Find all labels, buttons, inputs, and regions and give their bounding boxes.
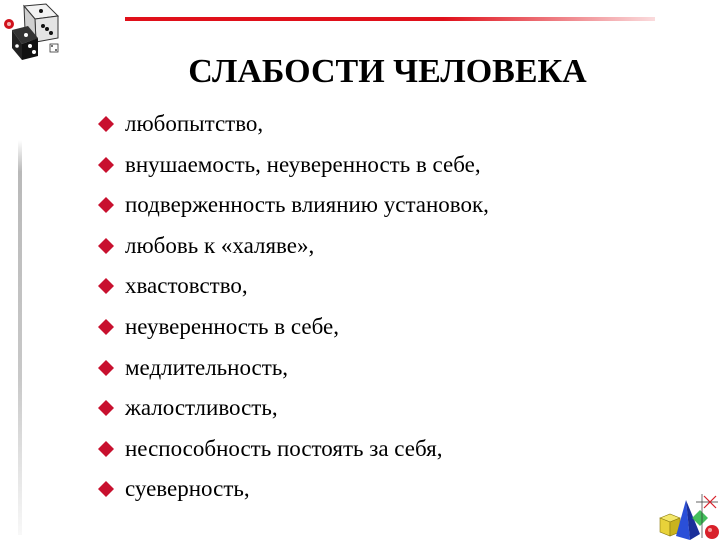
list-item-text: медлительность, xyxy=(125,354,289,380)
list-item-text: жалостливость, xyxy=(125,395,278,421)
list-item xyxy=(90,185,489,226)
list-item xyxy=(90,469,489,510)
diamond-bullet-icon xyxy=(98,278,114,294)
list-item xyxy=(90,348,489,389)
list-item-text: любовь к «халяве», xyxy=(125,232,315,258)
list-item xyxy=(90,145,489,186)
diamond-bullet-icon xyxy=(98,116,114,132)
list-item-text: суеверность, xyxy=(125,476,250,502)
list-item-text: неспособность постоять за себя, xyxy=(125,435,443,461)
left-decorative-line xyxy=(18,140,22,535)
diamond-bullet-icon xyxy=(98,360,114,376)
diamond-bullet-icon xyxy=(98,319,114,335)
list-item-text: подверженность влиянию установок, xyxy=(125,192,489,218)
list-item xyxy=(90,266,489,307)
top-decorative-line xyxy=(125,17,655,21)
diamond-bullet-icon xyxy=(98,197,114,213)
list-item xyxy=(90,226,489,267)
list-item-text: любопытство, xyxy=(125,111,264,136)
diamond-bullet-icon xyxy=(98,238,114,254)
diamond-bullet-icon xyxy=(98,441,114,457)
slide-title: СЛАБОСТИ ЧЕЛОВЕКА xyxy=(188,53,587,90)
list-item xyxy=(90,388,489,429)
weakness-list xyxy=(90,104,489,510)
list-item-text: внушаемость, неуверенность в себе, xyxy=(125,151,481,177)
list-item xyxy=(90,429,489,470)
diamond-bullet-icon xyxy=(98,481,114,497)
geometric-shapes-icon xyxy=(656,492,720,540)
list-item-text: неуверенность в себе, xyxy=(125,313,339,339)
list-item-text: хвастовство, xyxy=(125,273,248,299)
diamond-bullet-icon xyxy=(98,400,114,416)
list-item xyxy=(90,104,489,145)
list-item xyxy=(90,307,489,348)
diamond-bullet-icon xyxy=(98,157,114,173)
